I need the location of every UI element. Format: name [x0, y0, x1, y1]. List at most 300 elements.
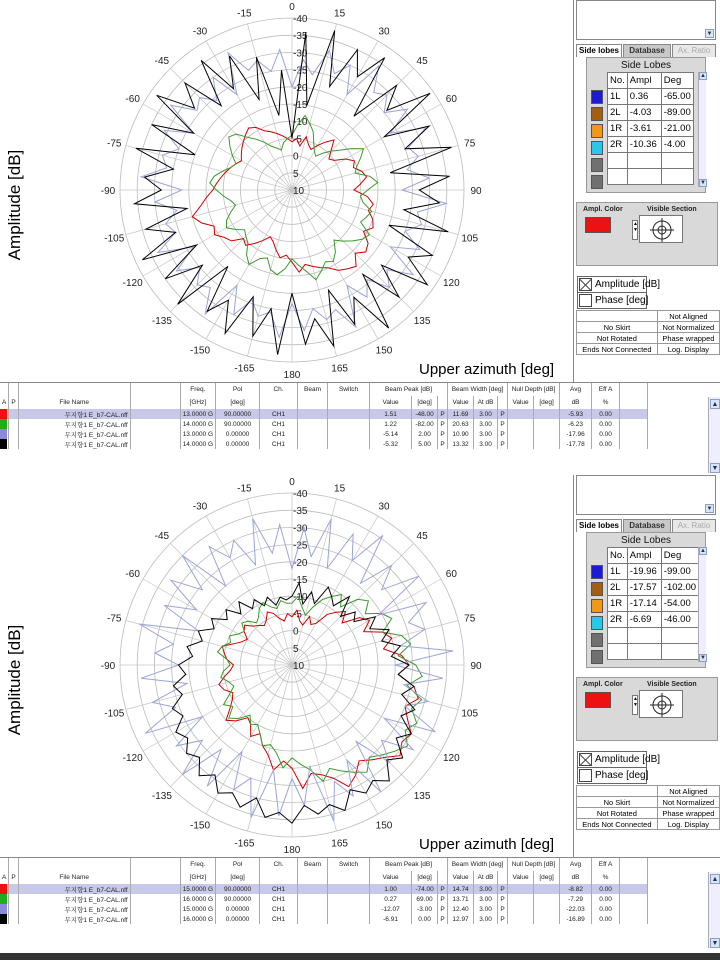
beam-peak-flag-cell: P	[438, 894, 448, 904]
angle-tick-label: -75	[107, 613, 122, 625]
beam-peak-deg-cell: 69.00	[412, 894, 438, 904]
tab-database[interactable]: Database	[623, 519, 671, 532]
side-lobe-row[interactable]	[608, 137, 694, 153]
radial-tick-label: -35	[293, 31, 308, 43]
grid-spoke	[292, 190, 414, 312]
scroll-down-icon[interactable]: ▼	[700, 180, 706, 186]
pol-cell: 0.00000	[216, 429, 260, 439]
beam-peak-deg-cell: -82.00	[412, 419, 438, 429]
phase-checkbox[interactable]: Phase [deg]	[577, 292, 647, 309]
scroll-up-icon[interactable]: ▲	[700, 73, 706, 79]
beam-peak-deg-cell: -48.00	[412, 409, 438, 419]
radial-tick-label: -40	[293, 489, 308, 500]
grid-spoke	[170, 543, 292, 665]
angle-tick-label: -90	[100, 661, 116, 672]
angle-tick-label: 30	[378, 501, 390, 513]
side-lobe-deg: -4.00	[661, 137, 693, 153]
angle-tick-label: 45	[416, 530, 428, 542]
ch-cell: CH1	[260, 409, 298, 419]
side-lobe-row[interactable]	[608, 169, 694, 185]
angle-tick-label: 75	[464, 138, 476, 150]
lobe-color-swatch[interactable]	[591, 141, 603, 155]
trace-color-icon	[0, 914, 7, 924]
null-depth-value-cell	[508, 439, 534, 449]
eff-cell: 0.00	[592, 409, 620, 419]
tab-ax-ratio[interactable]: Ax. Ratio	[672, 44, 716, 57]
eff-cell: 0.00	[592, 894, 620, 904]
header-percent: %	[592, 396, 620, 409]
angle-tick-label: -105	[104, 708, 125, 720]
beam-width-value-cell: 11.69	[448, 409, 474, 419]
lobe-color-swatch[interactable]	[591, 582, 603, 596]
row-color-swatch	[0, 884, 9, 894]
side-lobe-deg: -65.00	[661, 89, 693, 105]
table-row[interactable]	[0, 419, 664, 429]
side-lobes-box	[586, 532, 706, 668]
table-row[interactable]	[0, 429, 664, 439]
side-lobe-no: 2R	[608, 137, 628, 153]
col-deg: Deg	[661, 73, 693, 89]
scroll-down-icon[interactable]: ▼	[700, 655, 706, 661]
side-lobe-deg: -54.00	[661, 596, 698, 612]
amplitude-color-box	[576, 677, 718, 741]
beam-peak-flag-cell: P	[438, 429, 448, 439]
col-no: No.	[608, 548, 628, 564]
section-spinner[interactable]: ▲ ▼	[632, 220, 638, 240]
blank-cell	[620, 419, 648, 429]
angle-tick-label: -75	[107, 138, 122, 150]
table-header-row	[0, 858, 664, 871]
grid-spoke	[206, 516, 292, 665]
phase-checkbox[interactable]: Phase [deg]	[577, 767, 647, 784]
header-value: Value	[508, 396, 534, 409]
null-depth-value-cell	[508, 409, 534, 419]
pol-cell: 0.00000	[216, 439, 260, 449]
status-table	[576, 310, 720, 355]
header-blank	[438, 871, 448, 884]
blank-cell	[130, 914, 180, 924]
tab-database[interactable]: Database	[623, 44, 671, 57]
side-lobe-ampl	[627, 628, 661, 644]
header-blank	[328, 871, 370, 884]
radial-tick-label: 10	[293, 661, 305, 672]
side-lobe-ampl	[627, 169, 661, 185]
beam-peak-value-cell: -6.91	[370, 914, 412, 924]
beam-cell	[298, 429, 328, 439]
row-p	[9, 904, 18, 914]
beam-width-value-cell: 20.63	[448, 419, 474, 429]
side-lobe-row[interactable]	[608, 628, 699, 644]
header-blank	[18, 858, 130, 871]
angle-tick-label: -165	[234, 363, 255, 375]
radial-tick-label: -40	[293, 14, 308, 25]
amplitude-checkbox[interactable]: Amplitude [dB]	[577, 751, 647, 768]
status-cell: Not Aligned	[657, 311, 719, 322]
side-lobe-no: 1L	[608, 564, 628, 580]
switch-cell	[328, 419, 370, 429]
tab-bar	[576, 519, 718, 533]
row-color-swatch	[0, 894, 9, 904]
header-freq: Freq.	[180, 383, 215, 396]
pol-cell: 0.00000	[216, 914, 260, 924]
checked-icon	[579, 753, 592, 766]
top-list-box[interactable]	[576, 475, 716, 515]
table-row[interactable]	[0, 884, 664, 894]
angle-tick-label: 180	[283, 845, 301, 856]
grid-spoke	[292, 665, 441, 751]
freq-cell: 16.0000 G	[180, 914, 215, 924]
side-lobe-row[interactable]	[608, 121, 694, 137]
side-lobes-header	[608, 548, 699, 564]
row-color-swatch	[0, 904, 9, 914]
header-at-db: At dB	[474, 396, 498, 409]
avg-cell: -17.96	[560, 429, 592, 439]
beam-width-atdb-cell: 3.00	[474, 409, 498, 419]
scroll-down-icon[interactable]: ▼	[711, 465, 719, 472]
side-panel	[574, 0, 720, 382]
switch-cell	[328, 409, 370, 419]
side-lobe-no	[608, 644, 628, 660]
blank-cell	[130, 419, 180, 429]
beam-peak-value-cell: -12.07	[370, 904, 412, 914]
grid-spoke	[126, 145, 292, 190]
radial-tick-label: -20	[293, 557, 308, 569]
side-lobe-row[interactable]	[608, 596, 699, 612]
blank-cell	[620, 439, 648, 449]
lobe-color-swatch[interactable]	[591, 565, 603, 579]
side-lobe-deg	[661, 153, 693, 169]
lobe-color-swatch[interactable]	[591, 616, 603, 630]
freq-cell: 13.0000 G	[180, 429, 215, 439]
side-lobe-row[interactable]	[608, 105, 694, 121]
header-avg: Avg	[560, 858, 592, 871]
side-lobe-row[interactable]	[608, 612, 699, 628]
pol-cell: 90.00000	[216, 884, 260, 894]
side-lobe-deg: -21.00	[661, 121, 693, 137]
polar-chart-svg	[0, 0, 574, 382]
measurement-panel-2	[0, 475, 720, 955]
ampl-color-swatch[interactable]	[585, 692, 611, 708]
angle-tick-label: 165	[331, 363, 348, 375]
angle-tick-label: 150	[375, 345, 393, 357]
beam-peak-value-cell: -5.14	[370, 429, 412, 439]
angle-tick-label: -105	[104, 233, 125, 245]
blank-cell	[130, 439, 180, 449]
tab-side-lobes[interactable]: Side lobes	[576, 519, 622, 532]
trace-color-icon	[0, 409, 7, 419]
grid-spoke	[292, 190, 337, 356]
row-p	[9, 894, 18, 904]
ch-cell: CH1	[260, 429, 298, 439]
header-percent: %	[592, 871, 620, 884]
header-blank	[9, 858, 18, 871]
file-table-scrollbar[interactable]	[708, 872, 720, 948]
status-row	[577, 808, 720, 819]
ampl-color-label: Ampl. Color	[583, 206, 623, 213]
polar-plot[interactable]	[0, 475, 574, 857]
angle-tick-label: -60	[125, 94, 140, 105]
status-row	[577, 322, 720, 333]
angle-tick-label: 135	[413, 791, 431, 803]
grid-spoke	[247, 499, 292, 665]
side-lobe-ampl: -19.96	[627, 564, 661, 580]
grid-spoke	[292, 620, 458, 665]
grid-spoke	[247, 24, 292, 190]
table-row[interactable]	[0, 904, 664, 914]
bottom-edge	[0, 953, 720, 960]
scroll-up-icon[interactable]: ▲	[711, 401, 719, 408]
ch-cell: CH1	[260, 439, 298, 449]
beam-width-value-cell: 10.90	[448, 429, 474, 439]
eff-cell: 0.00	[592, 904, 620, 914]
header-a: A	[0, 396, 9, 409]
trace-color-icon	[0, 429, 7, 439]
row-p	[9, 409, 18, 419]
status-row	[577, 311, 720, 322]
eff-cell: 0.00	[592, 429, 620, 439]
beam-peak-deg-cell: 5.00	[412, 439, 438, 449]
visible-section-control[interactable]	[633, 690, 683, 718]
angle-tick-label: -30	[192, 26, 208, 38]
radial-tick-label: -30	[293, 48, 308, 60]
side-lobe-deg	[661, 628, 698, 644]
blank-cell	[130, 429, 180, 439]
visible-section-label: Visible Section	[647, 681, 697, 688]
status-table	[576, 785, 720, 830]
side-lobes-title: Side Lobes	[620, 60, 672, 71]
header-pol: Pol	[216, 383, 260, 396]
radial-tick-label: -20	[293, 82, 308, 94]
angle-tick-label: -120	[122, 753, 143, 764]
radial-tick-label: -25	[293, 65, 308, 77]
trace-color-icon	[0, 884, 7, 894]
status-row	[577, 797, 720, 808]
file-grid	[0, 858, 664, 924]
side-lobe-ampl: -4.03	[627, 105, 661, 121]
beam-width-atdb-cell: 3.00	[474, 894, 498, 904]
beam-peak-flag-cell: P	[438, 419, 448, 429]
blank-cell	[130, 904, 180, 914]
beam-peak-flag-cell: P	[438, 904, 448, 914]
table-subheader-row	[0, 396, 664, 409]
scroll-down-icon[interactable]: ▼	[706, 506, 713, 512]
lobe-color-swatch[interactable]	[591, 599, 603, 613]
header-null-depth: Null Depth [dB]	[508, 858, 560, 871]
grid-spoke	[292, 665, 378, 814]
lobe-color-swatch[interactable]	[591, 650, 603, 664]
scroll-up-icon[interactable]: ▲	[711, 876, 719, 883]
beam-width-flag-cell: P	[498, 439, 508, 449]
beam-cell	[298, 894, 328, 904]
grid-spoke	[143, 190, 292, 276]
lobe-color-swatch[interactable]	[591, 633, 603, 647]
beam-width-atdb-cell: 3.00	[474, 439, 498, 449]
file-table-scrollbar[interactable]	[708, 397, 720, 473]
angle-tick-label: 105	[461, 708, 479, 720]
beam-peak-value-cell: 1.22	[370, 419, 412, 429]
angle-tick-label: -165	[234, 838, 255, 850]
unchecked-icon	[579, 294, 592, 307]
tab-side-lobes[interactable]: Side lobes	[576, 44, 622, 57]
header-blank	[9, 383, 18, 396]
beam-peak-deg-cell: 2.00	[412, 429, 438, 439]
header-switch: Switch	[328, 858, 370, 871]
top-list-box[interactable]	[576, 0, 716, 40]
header-blank	[130, 871, 180, 884]
beam-width-atdb-cell: 3.00	[474, 904, 498, 914]
header-blank	[620, 871, 648, 884]
grid-spoke	[292, 190, 441, 276]
status-cell: Not Aligned	[657, 786, 719, 797]
side-lobe-row[interactable]	[608, 564, 699, 580]
header-db: dB	[560, 396, 592, 409]
grid-spoke	[143, 104, 292, 190]
radial-tick-label: -10	[293, 592, 308, 604]
angle-tick-label: -45	[154, 55, 170, 67]
angle-tick-label: -30	[192, 501, 208, 513]
side-lobe-row[interactable]	[608, 580, 699, 596]
tab-bar	[576, 44, 718, 58]
ch-cell: CH1	[260, 904, 298, 914]
scroll-up-icon[interactable]: ▲	[700, 548, 706, 554]
side-lobe-no: 1L	[608, 89, 628, 105]
table-row[interactable]	[0, 894, 664, 904]
table-row[interactable]	[0, 914, 664, 924]
header-blank	[328, 396, 370, 409]
beam-peak-value-cell: 1.00	[370, 884, 412, 894]
y-axis-label: Amplitude [dB]	[5, 149, 24, 261]
side-lobes-box	[586, 57, 706, 193]
side-lobes-title: Side Lobes	[620, 535, 672, 546]
side-lobe-no	[608, 169, 628, 185]
status-cell: Phase wrapped	[657, 808, 719, 819]
side-lobe-ampl: -17.57	[627, 580, 661, 596]
beam-width-flag-cell: P	[498, 429, 508, 439]
col-deg: Deg	[661, 548, 698, 564]
lobe-color-swatch[interactable]	[591, 107, 603, 121]
polar-plot[interactable]	[0, 0, 574, 382]
visible-section-control[interactable]	[633, 215, 683, 243]
row-p	[9, 419, 18, 429]
header-blank	[298, 396, 328, 409]
pol-cell: 90.00000	[216, 419, 260, 429]
angle-tick-label: 90	[470, 661, 482, 672]
status-cell: Not Normalized	[657, 322, 719, 333]
header-eff: Eff A	[592, 383, 620, 396]
side-lobe-no	[608, 153, 628, 169]
header-blank	[620, 396, 648, 409]
amplitude-checkbox[interactable]: Amplitude [dB]	[577, 276, 647, 293]
header-ch: Ch.	[260, 383, 298, 396]
header-blank	[130, 858, 180, 871]
crosshair-icon	[640, 691, 684, 719]
scroll-down-icon[interactable]: ▼	[711, 940, 719, 947]
row-p	[9, 439, 18, 449]
grid-spoke	[247, 665, 292, 831]
angle-tick-label: -15	[237, 483, 252, 495]
radial-tick-label: 0	[293, 626, 299, 638]
status-cell: Not Rotated	[577, 333, 658, 344]
side-lobe-row[interactable]	[608, 644, 699, 660]
header-deg: [deg]	[412, 396, 438, 409]
side-lobe-row[interactable]	[608, 153, 694, 169]
side-lobe-row[interactable]	[608, 89, 694, 105]
tab-ax-ratio[interactable]: Ax. Ratio	[672, 519, 716, 532]
grid-spoke	[292, 665, 337, 831]
header-freq: Freq.	[180, 858, 215, 871]
side-lobe-deg: -102.00	[661, 580, 698, 596]
file-name-cell: 무지향1 E_b7-CAL.nff	[18, 409, 130, 419]
header-blank	[0, 383, 9, 396]
header-eff: Eff A	[592, 858, 620, 871]
angle-tick-label: 15	[334, 483, 346, 495]
status-cell	[577, 786, 658, 797]
header-blank	[498, 396, 508, 409]
lobe-color-swatch[interactable]	[591, 175, 603, 189]
lobe-color-swatch[interactable]	[591, 90, 603, 104]
header-beam-peak: Beam Peak [dB]	[370, 383, 448, 396]
beam-width-flag-cell: P	[498, 914, 508, 924]
checked-icon	[579, 278, 592, 291]
side-lobes-header	[608, 73, 694, 89]
angle-tick-label: 45	[416, 55, 428, 67]
beam-cell	[298, 419, 328, 429]
status-cell: Not Rotated	[577, 808, 658, 819]
null-depth-deg-cell	[534, 439, 560, 449]
scroll-down-icon[interactable]: ▼	[706, 31, 713, 37]
beam-cell	[298, 439, 328, 449]
lobe-color-swatch[interactable]	[591, 158, 603, 172]
beam-peak-flag-cell: P	[438, 914, 448, 924]
ch-cell: CH1	[260, 884, 298, 894]
section-spinner[interactable]: ▲ ▼	[632, 695, 638, 715]
null-depth-deg-cell	[534, 409, 560, 419]
angle-tick-label: 30	[378, 26, 390, 38]
header-blank	[498, 871, 508, 884]
row-color-swatch	[0, 914, 9, 924]
radial-tick-label: -35	[293, 506, 308, 518]
header-blank	[260, 396, 298, 409]
freq-cell: 13.0000 G	[180, 409, 215, 419]
angle-tick-label: -135	[151, 316, 172, 328]
side-lobe-no: 1R	[608, 121, 628, 137]
table-row[interactable]	[0, 409, 664, 419]
lobe-color-swatch[interactable]	[591, 124, 603, 138]
blank-cell	[620, 894, 648, 904]
freq-cell: 16.0000 G	[180, 894, 215, 904]
header-avg: Avg	[560, 383, 592, 396]
pol-cell: 90.00000	[216, 894, 260, 904]
header-file-name: File Name	[18, 396, 130, 409]
file-name-cell: 무지향1 E_b7-CAL.nff	[18, 894, 130, 904]
side-lobe-deg: -89.00	[661, 105, 693, 121]
status-row	[577, 333, 720, 344]
side-lobe-no: 2L	[608, 580, 628, 596]
grid-spoke	[292, 516, 378, 665]
radial-tick-label: 10	[293, 186, 305, 197]
header-deg: [deg]	[534, 871, 560, 884]
ch-cell: CH1	[260, 894, 298, 904]
side-lobes-scrollbar[interactable]	[698, 547, 706, 662]
switch-cell	[328, 894, 370, 904]
beam-width-flag-cell: P	[498, 884, 508, 894]
header-blank	[620, 383, 648, 396]
table-row[interactable]	[0, 439, 664, 449]
ampl-color-swatch[interactable]	[585, 217, 611, 233]
side-lobes-scrollbar[interactable]	[698, 72, 706, 187]
beam-width-value-cell: 12.97	[448, 914, 474, 924]
header-deg: [deg]	[534, 396, 560, 409]
